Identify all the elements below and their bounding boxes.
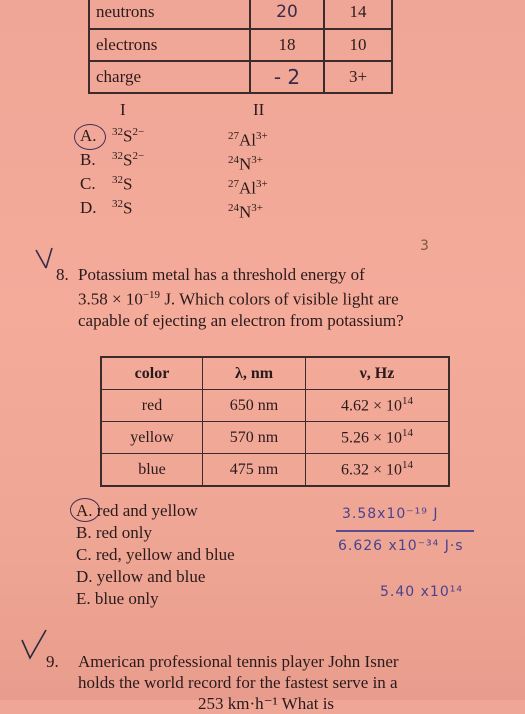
fraction-bar <box>336 530 474 532</box>
isotope-I: $^{32}$S <box>112 198 133 218</box>
header-frequency: ν, Hz <box>306 357 450 390</box>
isotope-II: $^{27}Al^{3+}$ <box>228 178 268 198</box>
answer-option: E. blue only <box>76 589 159 608</box>
light-table <box>100 356 450 487</box>
table-row <box>89 0 392 29</box>
answer-list <box>76 500 235 610</box>
cell-frequency: $6.32 \times 10^{14}$ <box>306 454 450 487</box>
cell-value: 14 <box>324 0 392 29</box>
handwritten-value: - 2 <box>250 61 324 93</box>
cell-value: 3+ <box>324 61 392 93</box>
row-label: neutrons <box>89 0 250 29</box>
isotope-I: $^{32}S^{2-}$ <box>112 150 145 170</box>
table-row <box>89 61 392 93</box>
cell-value: 10 <box>324 29 392 61</box>
question-number: 8. <box>56 265 69 284</box>
cell-wavelength: 650 nm <box>203 390 306 422</box>
cell-frequency: $5.26 \times 10^{14}$ <box>306 422 450 454</box>
question-line: 253 km·h⁻¹ What is <box>198 694 335 713</box>
cell-frequency: $4.62 \times 10^{14}$ <box>306 390 450 422</box>
cell-color: red <box>101 390 203 422</box>
particle-table <box>88 0 393 94</box>
cell-wavelength: 570 nm <box>203 422 306 454</box>
answer-option: A. red and yellow <box>76 501 198 520</box>
score-mark: 3 <box>420 238 429 254</box>
question-text <box>78 264 498 331</box>
cell-wavelength: 475 nm <box>203 454 306 487</box>
column-head-I: I <box>120 100 126 119</box>
isotope-I: $^{32}$S <box>112 174 133 194</box>
handwritten-note: 5.40 x10¹⁴ <box>380 584 463 600</box>
header-wavelength: λ, nm <box>203 357 306 390</box>
option-letter: B. <box>80 150 96 169</box>
table-header-row <box>101 357 449 390</box>
handwritten-note: 6.626 x10⁻³⁴ J·s <box>338 538 464 554</box>
table-row <box>101 454 449 487</box>
cell-color: yellow <box>101 422 203 454</box>
handwritten-note: 3.58x10⁻¹⁹ J <box>342 506 439 522</box>
header-color: color <box>101 357 203 390</box>
isotope-II: $^{27}Al^{3+}$ <box>228 130 268 150</box>
answer-option: D. yellow and blue <box>76 567 206 586</box>
cell-value: 18 <box>250 29 324 61</box>
question-line: capable of ejecting an electron from potassium? <box>78 310 404 330</box>
question-line: $3.58 \times 10^{-19}$ J. Which colors of visible light are <box>78 289 399 309</box>
column-head-II: II <box>253 100 265 119</box>
question-text <box>78 651 508 714</box>
cell-color: blue <box>101 454 203 487</box>
table-row <box>101 390 449 422</box>
table-row <box>89 29 392 61</box>
question-number: 9. <box>46 652 59 671</box>
isotope-II: $^{24}N^{3+}$ <box>228 202 263 222</box>
handwritten-value: 20 <box>250 0 324 29</box>
option-letter: C. <box>80 174 96 193</box>
option-letter: D. <box>80 198 97 217</box>
answer-option: C. red, yellow and blue <box>76 545 235 564</box>
isotope-I: $^{32}S^{2-}$ <box>112 126 145 146</box>
question-line: Potassium metal has a threshold energy of <box>78 265 365 284</box>
table-row <box>101 422 449 454</box>
answer-option: B. red only <box>76 523 153 542</box>
option-letter: A. <box>80 126 97 145</box>
question-line: holds the world record for the fastest serve in a <box>78 673 398 692</box>
isotope-II: $^{24}N^{3+}$ <box>228 154 263 174</box>
row-label: charge <box>89 61 250 93</box>
question-line: American professional tennis player John Isner <box>78 652 399 671</box>
row-label: electrons <box>89 29 250 61</box>
